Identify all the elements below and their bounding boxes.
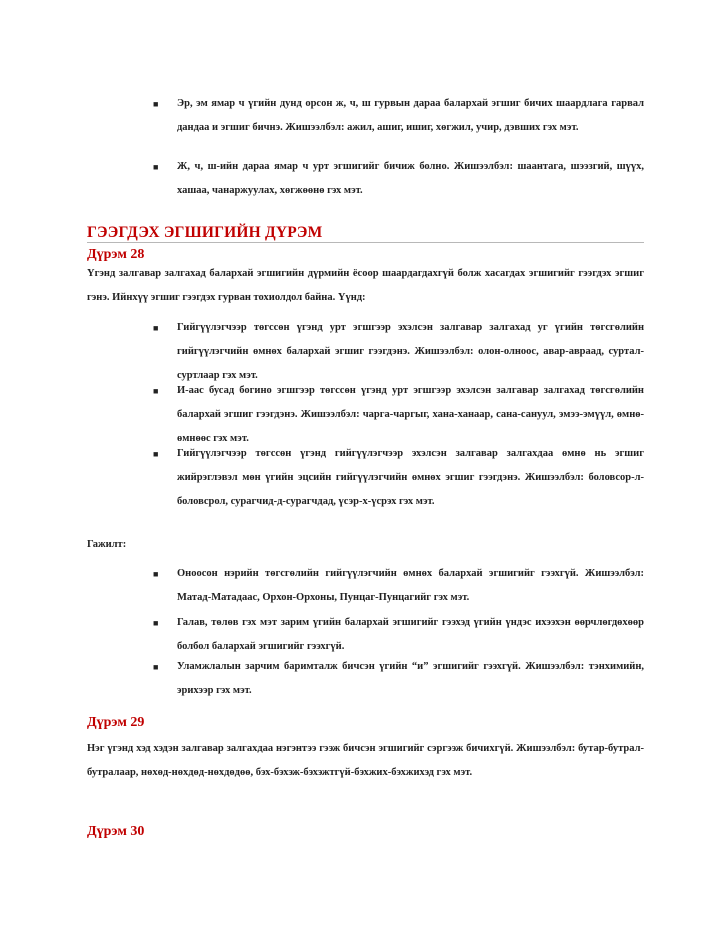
exception-label: Гажилт: bbox=[87, 539, 127, 550]
bullet-icon: ■ bbox=[153, 569, 159, 579]
list-item bbox=[153, 655, 644, 703]
section-title: ГЭЭГДЭХ ЭГШИГИЙН ДҮРЭМ bbox=[87, 224, 323, 241]
list-item-text: Оноосон нэрийн төгсгөлийн гийгүүлэгчийн өмнөх балархай эгшигийг гээхгүй. Жишээлбэл: Матад-Матадаас, Орхон-Орхоны, Пунцаг-Пунцагийг гэх мэт. bbox=[177, 568, 644, 603]
rule-28-intro: Үгэнд залгавар залгахад балархай эгшигийн дүрмийн ёсоор шаардагдахгүй болж хасагдах эгшигийг гээгдэх эгшиг гэнэ. Ийнхүү эгшиг гээгдэх гурван тохиолдол байна. Үүнд: bbox=[87, 268, 644, 303]
rule-30-title: Дүрэм 30 bbox=[87, 824, 145, 839]
bullet-icon: ■ bbox=[153, 662, 159, 672]
list-item bbox=[153, 155, 644, 203]
bullet-icon: ■ bbox=[153, 323, 159, 333]
list-item bbox=[153, 562, 644, 610]
bullet-icon: ■ bbox=[153, 162, 159, 172]
list-item-text: И-аас бусад богино эгшгээр төгссөн үгэнд урт эгшгээр эхэлсэн залгавар залгахад төгсгөлийн балархай эгшиг гээгдэнэ. Жишээлбэл: чарга-чаргыг, хана-ханаар, сана-сануул, эмээ-эмүүл, өмнө-өмнөөс гэх мэт. bbox=[177, 385, 644, 444]
bullet-icon: ■ bbox=[153, 449, 159, 459]
list-item-text: Уламжлалын зарчим баримталж бичсэн үгийн “и” эгшигийг гээхгүй. Жишээлбэл: тэнхимийн, эрихээр гэх мэт. bbox=[177, 661, 644, 696]
section-divider bbox=[87, 242, 644, 243]
bullet-icon: ■ bbox=[153, 99, 159, 109]
list-item-text: Гийгүүлэгчээр төгссөн үгэнд урт эгшгээр эхэлсэн залгавар залгахад уг үгийн төгсгөлийн гийгүүлэгчийн өмнөх балархай эгшиг гээгдэнэ. Жишээлбэл: олон-олноос, авар-авраад, суртал-суртлаар гэх мэт. bbox=[177, 322, 644, 381]
rule-29-text: Нэг үгэнд хэд хэдэн залгавар залгахдаа нэгэнтээ гээж бичсэн эгшигийг сэргээж бичихгүй. Жишээлбэл: бутар-бутрал-бутралаар, нөхөд-нөхдөд-нөхдөдөө, бэх-бэхэж-бэхэжтгүй-бэхжих-бэхжихэд гэх мэт. bbox=[87, 743, 644, 778]
list-item-text: Ж, ч, ш-ийн дараа ямар ч урт эгшигийг бичиж болно. Жишээлбэл: шаантага, шээзгий, шүүх, хашаа, чанаржуулах, хөгжөөнө гэх мэт. bbox=[177, 161, 644, 196]
bullet-icon: ■ bbox=[153, 618, 159, 628]
rule-29-title: Дүрэм 29 bbox=[87, 715, 145, 730]
list-item bbox=[153, 316, 644, 388]
list-item bbox=[153, 92, 644, 140]
list-item bbox=[153, 379, 644, 451]
list-item-text: Эр, эм ямар ч үгийн дунд орсон ж, ч, ш гурвын дараа балархай эгшиг бичих шаардлага гарвал дандаа и эгшиг бичнэ. Жишээлбэл: ажил, ашиг, ишиг, хөгжил, учир, дэвших гэх мэт. bbox=[177, 98, 644, 133]
list-item-text: Гийгүүлэгчээр төгссөн үгэнд гийгүүлэгчээр эхэлсэн залгавар залгахдаа өмнө нь эгшиг жийрэглэвэл мөн үгийн эцсийн гийгүүлэгчийн өмнөх эгшиг гээгдэнэ. Жишээлбэл: боловсор-л-боловсрол, сурагчид-д-сурагчдад, үсэр-х-үсрэх гэх мэт. bbox=[177, 448, 644, 507]
list-item bbox=[153, 611, 644, 659]
list-item-text: Галав, төлөв гэх мэт зарим үгийн балархай эгшигийг гээхэд үгийн үндэс ихээхэн өөрчлөгдөхөөр болбол балархай эгшигийг гээхгүй. bbox=[177, 617, 644, 652]
bullet-icon: ■ bbox=[153, 386, 159, 396]
rule-28-title: Дүрэм 28 bbox=[87, 247, 145, 262]
list-item bbox=[153, 442, 644, 514]
